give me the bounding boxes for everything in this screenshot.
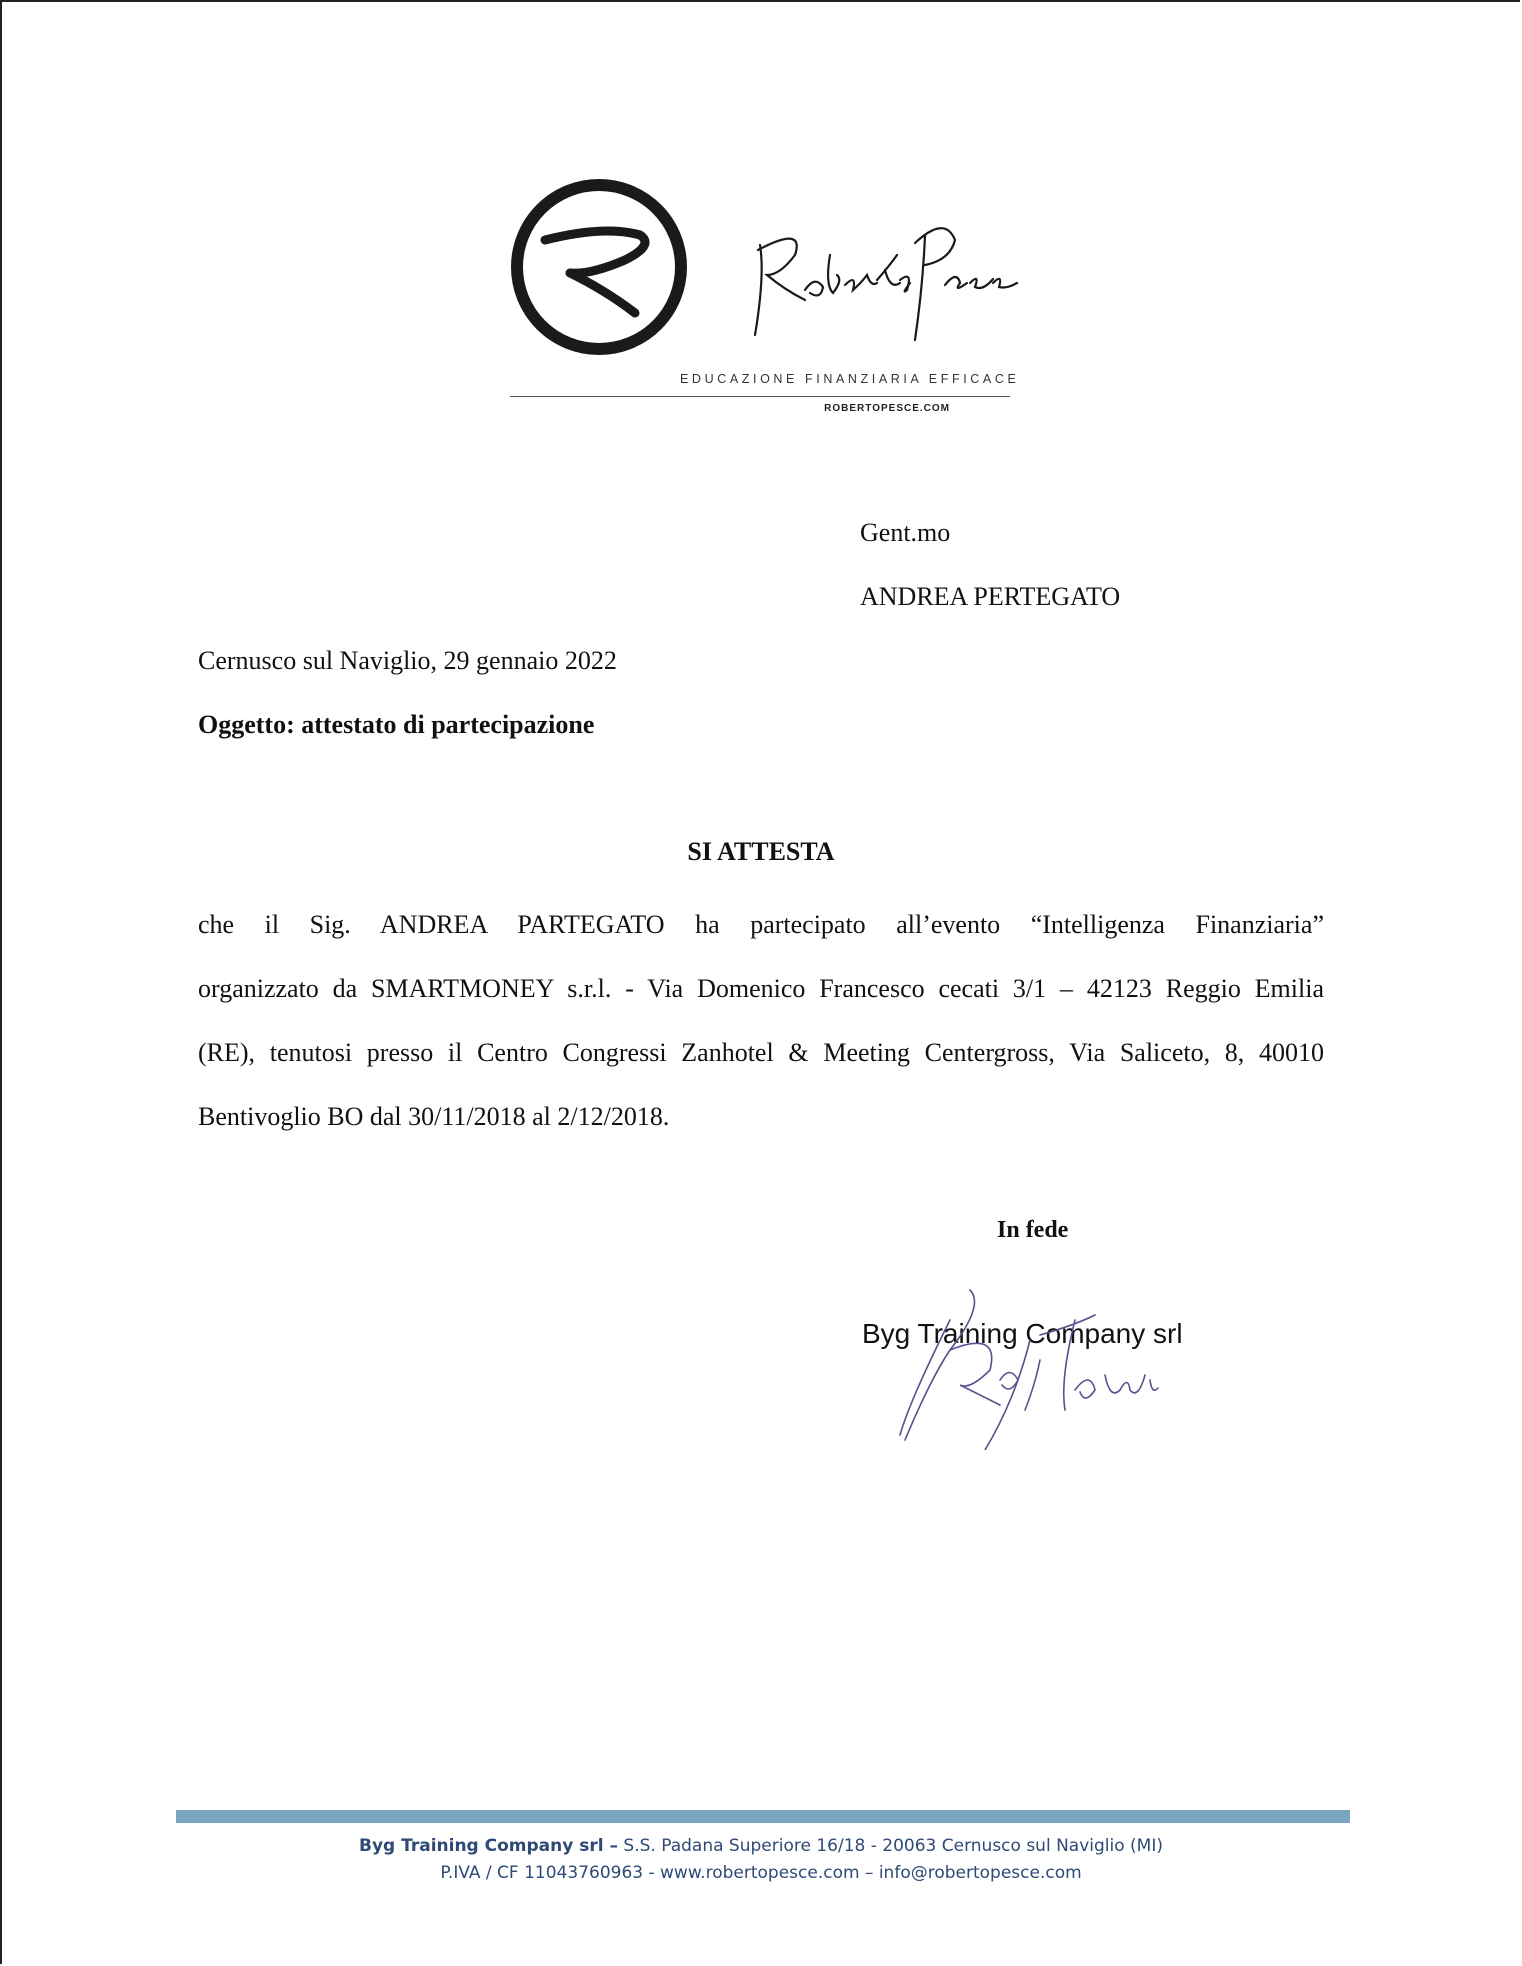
footer-address: S.S. Padana Superiore 16/18 - 20063 Cernusco sul Naviglio (MI) bbox=[618, 1836, 1163, 1856]
roberto-pesce-script-icon bbox=[755, 228, 1017, 340]
handwritten-signature-icon bbox=[890, 1280, 1190, 1450]
recipient-name: ANDREA PERTEGATO bbox=[860, 582, 1121, 611]
footer-line-2: P.IVA / CF 11043760963 - www.robertopesce.com – info@robertopesce.com bbox=[440, 1863, 1082, 1883]
signatory-company: Byg Training Company srl bbox=[862, 1318, 1183, 1349]
logo-website: ROBERTOPESCE.COM bbox=[824, 403, 950, 414]
salutation: Gent.mo bbox=[860, 518, 951, 547]
subject-line: Oggetto: attestato di partecipazione bbox=[198, 710, 595, 739]
attestation-heading: SI ATTESTA bbox=[687, 837, 835, 866]
r-letter-icon bbox=[545, 231, 645, 313]
body-line-1: che il Sig. ANDREA PARTEGATO ha partecipato all’evento “Intelligenza Finanziaria” bbox=[198, 910, 1324, 939]
footer-bar bbox=[176, 1810, 1350, 1823]
logo-graphic bbox=[505, 165, 1025, 430]
footer-company: Byg Training Company srl – bbox=[358, 1836, 619, 1856]
body-paragraph bbox=[198, 893, 1324, 1149]
body-line-3: (RE), tenutosi presso il Centro Congressi Zanhotel & Meeting Centergross, Via Saliceto, 8, 40010 bbox=[198, 1038, 1324, 1067]
logo-tagline: EDUCAZIONE FINANZIARIA EFFICACE bbox=[680, 372, 1020, 386]
footer-line-1 bbox=[0, 1836, 1522, 1856]
logo bbox=[505, 165, 1025, 430]
logo-divider bbox=[510, 396, 1010, 397]
body-line-4: Bentivoglio BO dal 30/11/2018 al 2/12/2018. bbox=[198, 1102, 670, 1131]
closing: In fede bbox=[997, 1217, 1069, 1243]
date-line: Cernusco sul Naviglio, 29 gennaio 2022 bbox=[198, 646, 617, 675]
body-line-2: organizzato da SMARTMONEY s.r.l. - Via Domenico Francesco cecati 3/1 – 42123 Reggio Emilia bbox=[198, 974, 1324, 1003]
